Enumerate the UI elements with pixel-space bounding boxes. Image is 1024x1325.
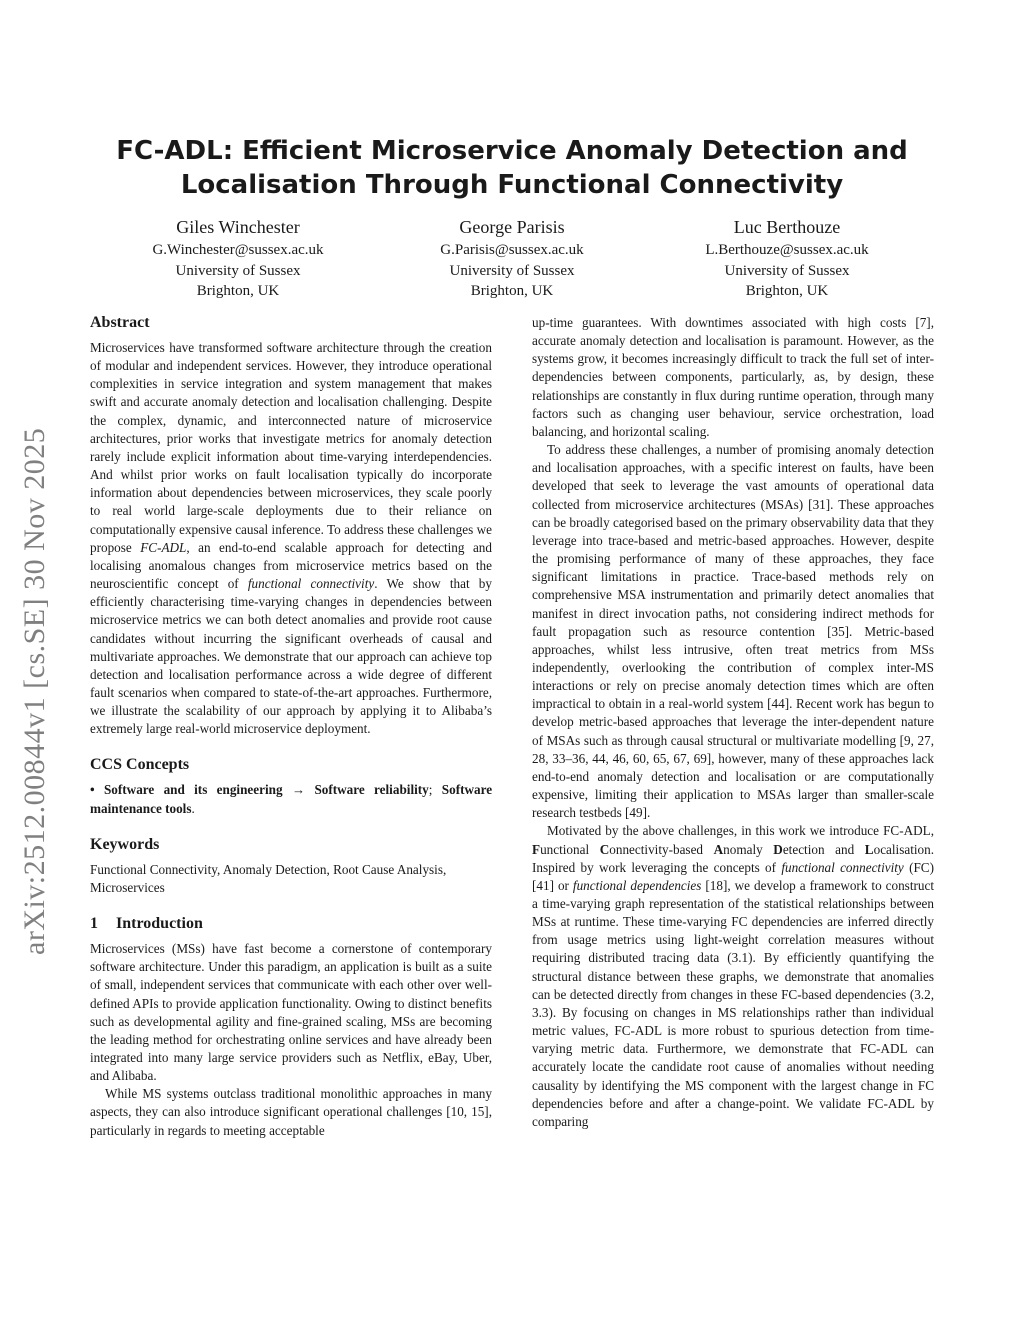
author-name: Luc Berthouze bbox=[733, 217, 841, 237]
title-line-2: Localisation Through Functional Connectivity bbox=[180, 170, 844, 200]
author-location: Brighton, UK bbox=[196, 283, 280, 299]
intro-paragraph-1: Microservices (MSs) have fast become a cornerstone of contemporary software architecture. Under this paradigm, an application is built as a suite of small, independent services that communicate with each other over well-defined APIs to provide application functionality. Owing to distinct benefits such as developmental agility and fine-grained scaling, MSs are becoming the leading method for orchestrating online services and have already been integrated into many large service providers such as Netflix, eBay, Uber, and Alibaba. bbox=[90, 941, 492, 1084]
author-location: Brighton, UK bbox=[745, 283, 829, 299]
title-line-1: FC-ADL: Efficient Microservice Anomaly Detection and bbox=[116, 136, 908, 166]
author-email: G.Parisis@sussex.ac.uk bbox=[440, 242, 584, 258]
keywords-text: Functional Connectivity, Anomaly Detection, Root Cause Analysis, Microservices bbox=[90, 861, 447, 895]
introduction-section bbox=[90, 913, 492, 1140]
abstract-heading: Abstract bbox=[90, 314, 150, 331]
abstract-text: Microservices have transformed software architecture through the creation of modular and independent services. However, they introduce operational complexities in service integration and system management that makes swift and accurate anomaly detection and localisation challenging. Despite the complex, dynamic, and interconnected nature of microservice architectures, prior works that investigate metrics for anomaly detection rarely include explicit information about time-varying interdependencies. And whilst prior works on fault localisation typically do incorporate information about dependencies between microservices, they scale poorly to real world large-scale deployments due to their reliance on computationally expensive causal inference. To address these challenges we propose FC-ADL, an end-to-end scalable approach for detecting and localising anomalous changes from microservice metrics based on the neuroscientific concept of functional connectivity. We show that by efficiently characterising time-varying changes in dependencies between microservice metrics we can both detect anomalies and provide root cause candidates without incurring the significant overheads of causal and multivariate approaches. We demonstrate that our approach can achieve top detection and localisation performance across a wide degree of different fault scenarios when compared to state-of-the-art approaches. Furthermore, we illustrate the scalability of our approach by applying it to Alibaba’s extremely large real-world microservice deployment. bbox=[90, 340, 492, 737]
intro-paragraph-2: While MS systems outclass traditional monolithic approaches in many aspects, they can also introduce significant operational challenges [10, 15], particularly in regards to meeting acceptable bbox=[90, 1086, 492, 1138]
intro-paragraph-3: To address these challenges, a number of promising anomaly detection and localisation approaches, with a specific interest on faults, have been developed that seek to leverage the vast amounts of operational data collected from microservice architectures (MSAs) [31]. These approaches can be broadly categorised based on the primary observability data that they leverage into trace-based and metric-based approaches. However, despite the promising performance of many of these approaches, they face significant limitations in practice. Trace-based methods rely on comprehensive MSA instrumentation and primarily detect anomalies that manifest in direct invocation paths, not considering indirect methods for fault propagation such as resource contention [35]. Metric-based approaches, whilst less intrusive, often treat metrics from MSs independently, overlooking the contribution of complex inter-MS interactions or rely on precise anomaly detection times which are often impractical to obtain in a real-world system [44]. Recent work has begun to develop metric-based approaches that leverage the inter-dependent nature of MSAs such as through causal structural or multivariate modelling [9, 27, 28, 33–36, 44, 46, 60, 65, 67, 69], however, many of these approaches lack end-to-end anomaly detection and localisation or are computationally expensive, limiting their application to MSAs larger than smaller-scale research testbeds [49]. bbox=[532, 442, 934, 821]
paper-title bbox=[90, 134, 934, 202]
author-name: Giles Winchester bbox=[176, 217, 300, 237]
arxiv-identifier: arXiv:2512.00844v1 [cs.SE] 30 Nov 2025 bbox=[18, 427, 51, 955]
author-name: George Parisis bbox=[459, 217, 565, 237]
author-block bbox=[657, 216, 917, 302]
intro-paragraph-2-continued: up-time guarantees. With downtimes associated with high costs [7], accurate anomaly detection and localisation is paramount. However, as the systems grow, it becomes increasingly difficult to track the full set of inter-dependencies between components, particularly, as, by design, these relationships are constantly in flux during runtime operation, through many factors such as changing user behaviour, service orchestration, load balancing, and horizontal scaling. bbox=[532, 315, 934, 439]
introduction-heading: 1 Introduction bbox=[90, 915, 203, 933]
right-column bbox=[532, 314, 934, 1131]
author-email: G.Winchester@sussex.ac.uk bbox=[152, 242, 324, 258]
keywords-section bbox=[90, 834, 492, 897]
ccs-text: • Software and its engineering → Software reliability; Software maintenance tools. bbox=[90, 782, 493, 816]
author-block bbox=[108, 216, 368, 302]
author-email: L.Berthouze@sussex.ac.uk bbox=[705, 242, 869, 258]
ccs-heading: CCS Concepts bbox=[90, 756, 190, 774]
keywords-heading: Keywords bbox=[90, 835, 160, 853]
author-affiliation: University of Sussex bbox=[724, 262, 850, 279]
ccs-section bbox=[90, 754, 492, 817]
intro-paragraph-4: Motivated by the above challenges, in this work we introduce FC-ADL, Functional Connectivity-based Anomaly Detection and Localisation. Inspired by work leveraging the concepts of functional connectivity (FC) [41] or functional dependencies [18], we develop a framework to construct a time-varying graph representation of the statistical relationships between MSs at runtime. These time-varying FC dependencies are inferred directly from usage metrics using light-weight correlation measures without requiring distributed tracing data (3.1). By efficiently quantifying the structural distance between these graphs, we demonstrate that anomalies can be detected directly from changes in these FC-based dependencies (3.2, 3.3). By focusing on changes in MS relationships rather than individual metric values, FC-ADL is more robust to spurious detection from time-varying metric data. Furthermore, we demonstrate that FC-ADL can accurately locate the candidate root cause of anomalies without needing causality by identifying the MS component with the largest change in FC dependencies before and after a change-point. We validate FC-ADL by comparing bbox=[532, 823, 935, 1129]
author-affiliation: University of Sussex bbox=[175, 262, 301, 279]
author-affiliation: University of Sussex bbox=[449, 262, 575, 279]
left-column bbox=[90, 312, 492, 1140]
author-block bbox=[382, 216, 642, 302]
author-location: Brighton, UK bbox=[470, 283, 554, 299]
